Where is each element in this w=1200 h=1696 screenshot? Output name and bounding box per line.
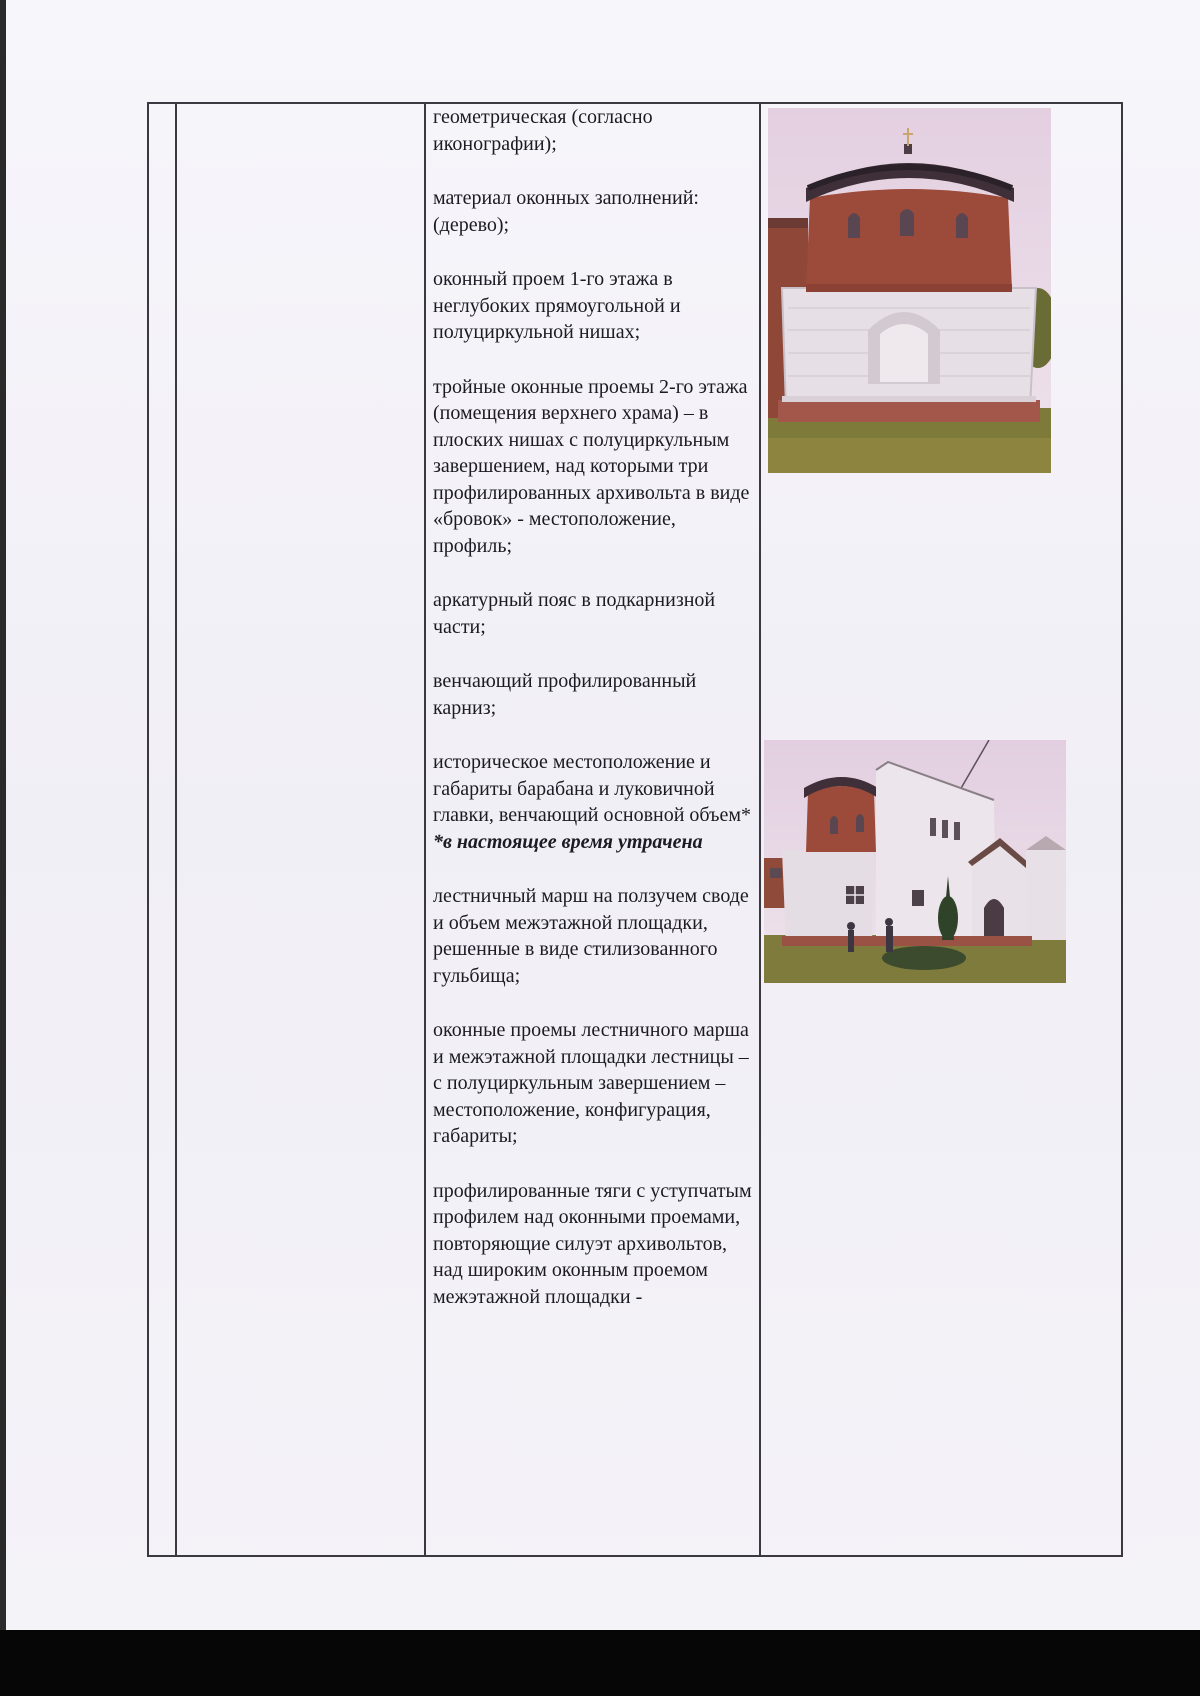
feature-paragraph-with-note: [433, 749, 753, 855]
feature-paragraph: тройные оконные проемы 2-го этажа (помещения верхнего храма) – в плоских нишах с полуциркульным завершением, над которыми три профилированных архивольта в виде «бровок» - местоположение, профиль;: [433, 375, 750, 557]
lost-element-note: *в настоящее время утрачена: [433, 830, 703, 853]
feature-paragraph: геометрическая (согласно иконографии);: [433, 106, 653, 155]
table-column-divider-3: [759, 102, 761, 1557]
church-apse-photo: [768, 108, 1051, 473]
feature-paragraph-text: историческое местоположение и габариты барабана и луковичной главки, венчающий основной объем*: [433, 751, 751, 826]
feature-paragraph: венчающий профилированный карниз;: [433, 670, 697, 719]
table-border-left: [147, 102, 149, 1557]
feature-paragraph: лестничный марш на ползучем своде и объем межэтажной площадки, решенные в виде стилизованного гульбища;: [433, 885, 749, 987]
feature-paragraph: профилированные тяги с уступчатым профилем над оконными проемами, повторяющие силуэт архивольтов, над широким оконным проемом межэтажной площадки -: [433, 1179, 752, 1308]
feature-paragraph: аркатурный пояс в подкарнизной части;: [433, 589, 716, 638]
protected-features-cell: [433, 104, 753, 1338]
feature-paragraph: оконные проемы лестничного марша и межэтажной площадки лестницы – с полуциркульным завершением – местоположение, конфигурация, габариты;: [433, 1019, 749, 1147]
scan-bottom-band: [0, 1630, 1200, 1696]
table-border-bottom: [147, 1555, 1123, 1557]
church-staircase-photo: [764, 740, 1066, 983]
table-column-divider-1: [175, 102, 177, 1557]
feature-paragraph: оконный проем 1-го этажа в неглубоких прямоугольной и полуциркульной нишах;: [433, 268, 681, 343]
table-column-divider-2: [424, 102, 426, 1557]
feature-paragraph: материал оконных заполнений: (дерево);: [433, 187, 699, 236]
table-border-right: [1121, 102, 1123, 1557]
scan-edge: [0, 0, 6, 1630]
